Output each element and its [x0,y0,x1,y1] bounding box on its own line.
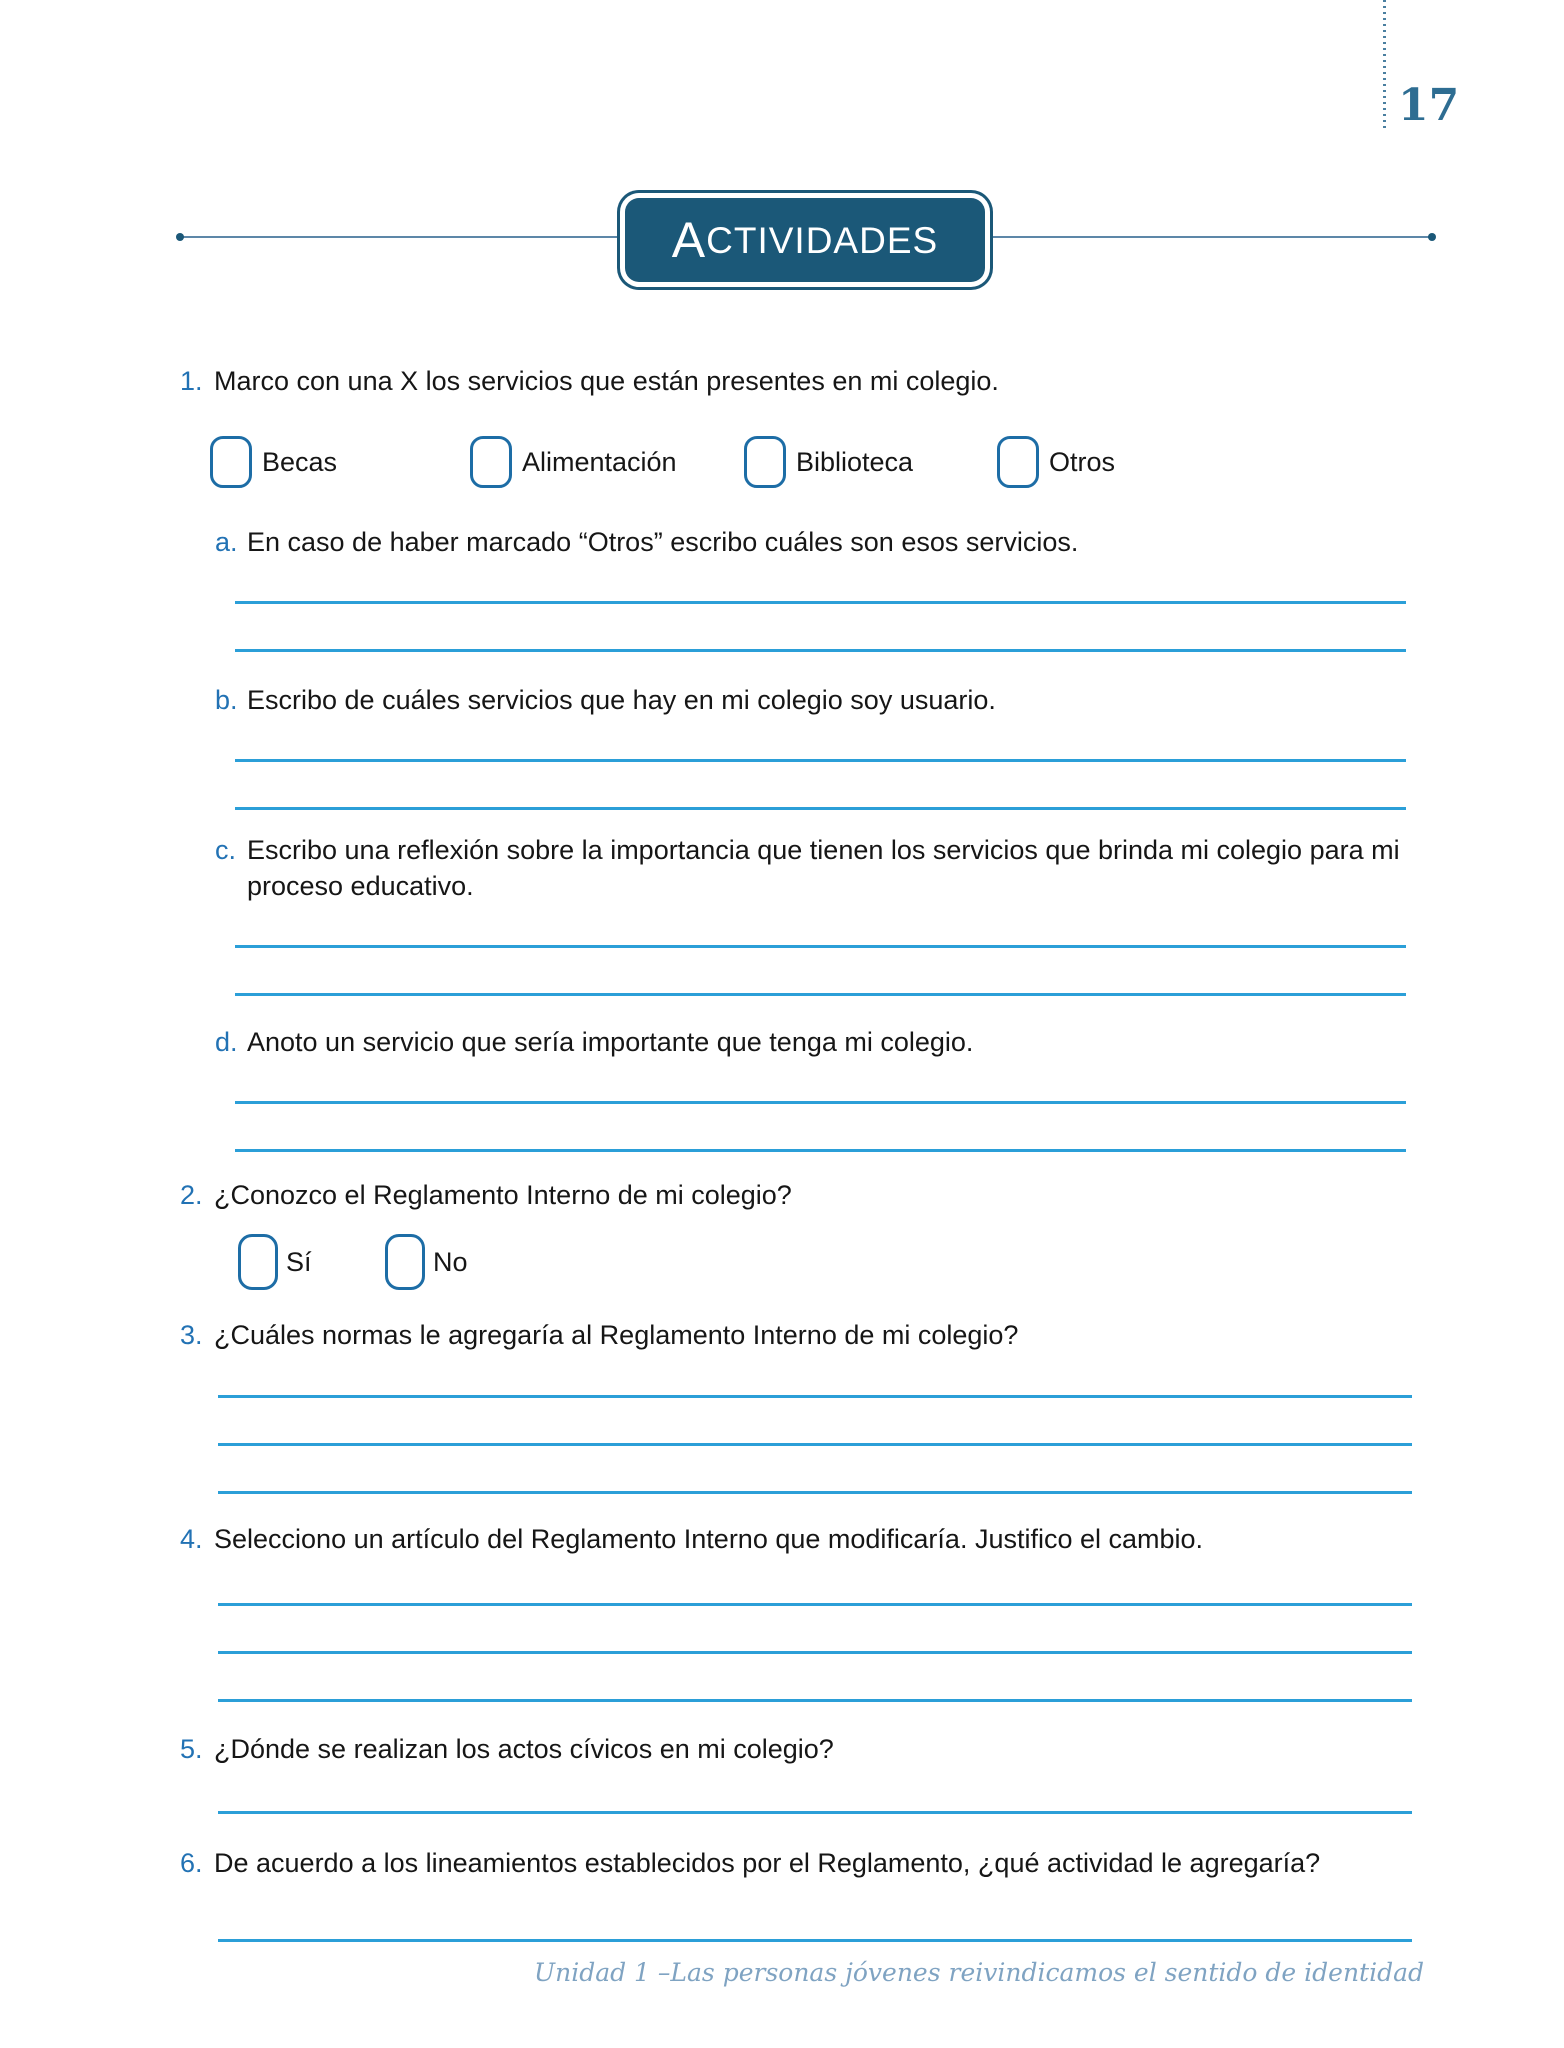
question-2 [180,1178,1412,1212]
activities-title-box [625,198,985,282]
answer-line[interactable] [218,1446,1412,1494]
question-6-number: 6. [180,1848,203,1878]
answer-line[interactable] [218,1556,1412,1606]
checkbox-label-otros: Otros [1049,446,1116,477]
services-checkbox-row [210,436,1412,488]
footer-text: Unidad 1 –Las personas jóvenes reivindicamos el sentido de identidad [534,1958,1424,1987]
answer-line[interactable] [235,718,1406,762]
checkbox-option-biblioteca [744,436,997,488]
question-1 [180,364,1412,398]
checkbox-label-biblioteca: Biblioteca [796,446,914,477]
page-footer [0,1958,1564,1987]
answer-line[interactable] [235,1104,1406,1152]
checkbox-option-otros [997,436,1115,488]
question-1-number: 1. [180,366,203,396]
sub-item-c [215,832,1412,904]
question-4-number: 4. [180,1524,203,1554]
question-4 [180,1522,1412,1556]
question-3-number: 3. [180,1320,203,1350]
checkbox-biblioteca[interactable] [744,436,786,488]
sub-item-b-text: Escribo de cuáles servicios que hay en mi colegio soy usuario. [247,685,996,715]
activities-title-initial: A [671,212,707,268]
question-2-text: ¿Conozco el Reglamento Interno de mi colegio? [214,1180,792,1210]
question-6-text: De acuerdo a los lineamientos establecidos por el Reglamento, ¿qué actividad le agregaría? [214,1848,1321,1878]
answer-line[interactable] [235,948,1406,996]
yes-no-row [238,1234,1412,1290]
checkbox-otros[interactable] [997,436,1039,488]
answer-line[interactable] [235,1060,1406,1104]
question-1-text: Marco con una X los servicios que están presentes en mi colegio. [214,366,999,396]
sub-item-d-letter: d. [215,1027,238,1057]
activities-banner [0,190,1564,290]
question-5 [180,1732,1412,1766]
checkbox-label-alimentacion: Alimentación [522,446,677,477]
checkbox-label-si: Sí [286,1246,312,1277]
answer-line[interactable] [235,762,1406,810]
answer-line[interactable] [218,1352,1412,1398]
checkbox-option-no [385,1234,468,1290]
sub-item-a-letter: a. [215,527,238,557]
sub-item-c-letter: c. [215,835,237,865]
checkbox-alimentacion[interactable] [470,436,512,488]
answer-line[interactable] [218,1606,1412,1654]
checkbox-label-no: No [433,1246,468,1277]
answer-line[interactable] [218,1766,1412,1814]
question-2-number: 2. [180,1180,203,1210]
question-5-text: ¿Dónde se realizan los actos cívicos en mi colegio? [214,1734,834,1764]
checkbox-label-becas: Becas [262,446,338,477]
checkbox-becas[interactable] [210,436,252,488]
page-number: 17 [1398,80,1460,131]
sub-item-d [215,1024,1412,1060]
question-5-number: 5. [180,1734,203,1764]
activities-title-rest: CTIVIDADES [706,219,939,261]
answer-line[interactable] [218,1398,1412,1446]
sub-item-a-text: En caso de haber marcado “Otros” escribo cuáles son esos servicios. [247,527,1079,557]
sub-item-b [215,682,1412,718]
answer-line[interactable] [218,1654,1412,1702]
answer-line[interactable] [235,604,1406,652]
answer-line[interactable] [235,904,1406,948]
question-3-text: ¿Cuáles normas le agregaría al Reglamento Interno de mi colegio? [214,1320,1019,1350]
checkbox-option-si [238,1234,385,1290]
question-4-text: Selecciono un artículo del Reglamento Interno que modificaría. Justifico el cambio. [214,1524,1204,1554]
question-6 [180,1846,1412,1880]
checkbox-option-becas [210,436,470,488]
sub-item-c-text: Escribo una reflexión sobre la importancia que tienen los servicios que brinda mi colegio para mi proceso educativo. [247,835,1400,901]
sub-item-d-text: Anoto un servicio que sería importante que tenga mi colegio. [247,1027,974,1057]
activities-content [0,364,1564,1942]
question-3 [180,1318,1412,1352]
sub-item-a [215,524,1412,560]
checkbox-option-alimentacion [470,436,744,488]
answer-line[interactable] [235,560,1406,604]
checkbox-no[interactable] [385,1234,425,1290]
checkbox-si[interactable] [238,1234,278,1290]
answer-line[interactable] [218,1880,1412,1942]
sub-item-b-letter: b. [215,685,238,715]
page-edge-dotted-line [1383,0,1386,132]
